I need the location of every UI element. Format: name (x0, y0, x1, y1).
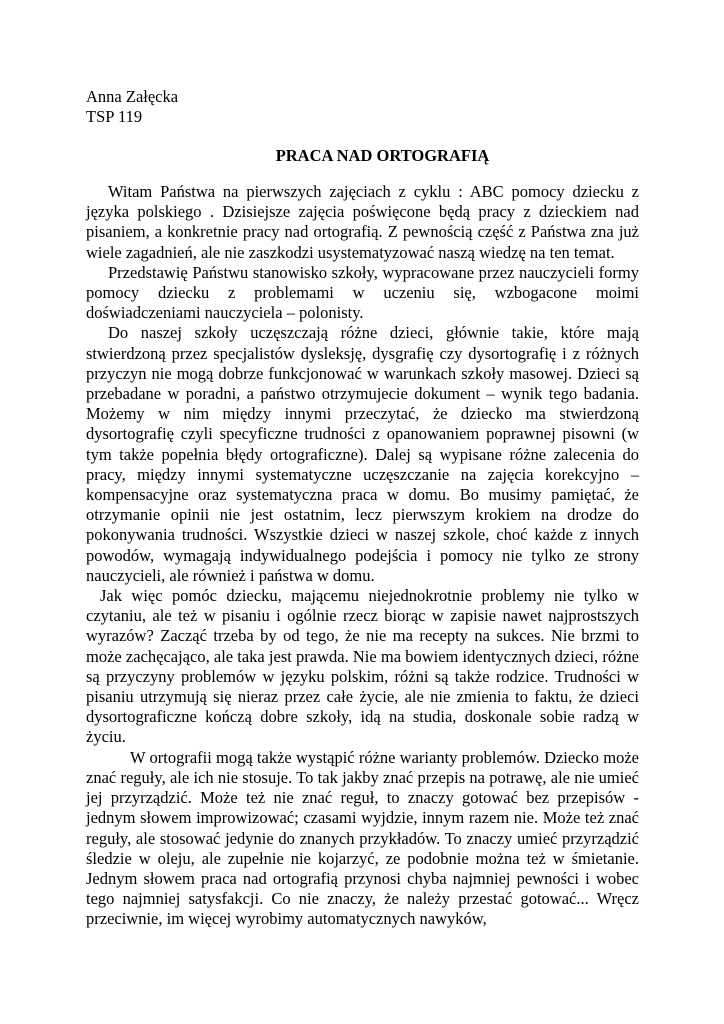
document-title: PRACA NAD ORTOGRAFIĄ (275, 146, 490, 165)
paragraph-school-stance: Przedstawię Państwu stanowisko szkoły, wypracowane przez nauczycieli formy pomocy dziecku z problemami w uczeniu się, wzbogacone moimi doświadczeniami nauczyciela – polonisty. (86, 262, 639, 323)
paragraph-intro: Witam Państwa na pierwszych zajęciach z cyklu : ABC pomocy dziecku z języka polskiego . Dzisiejsze zajęcia poświęcone będą pracy z dzieckiem nad pisaniem, a konkretnie pracy nad ortografią. Z pewnością część z Państwa zna już wiele zagadnień, ale nie zaszkodzi usystematyzować naszą wiedzę na ten temat. (86, 182, 639, 262)
paragraph-students: Do naszej szkoły uczęszczają różne dzieci, głównie takie, które mają stwierdzoną przez specjalistów dysleksję, dysgrafię czy dysortografię i z różnych przyczyn nie mogą dobrze funkcjonować w warunkach szkoły masowej. Dzieci są przebadane w poradni, a państwo otrzymujecie dokument – wynik tego badania. Możemy w nim między innymi przeczytać, że dziecko ma stwierdzoną dysortografię czyli specyficzne trudności z opanowaniem poprawnej pisowni (w tym także popełnia błędy ortograficzne). Dalej są wypisane różne zalecenia do pracy, między innymi systematyczne uczęszczanie na zajęcia korekcyjno – kompensacyjne oraz systematyczna praca w domu. Bo musimy pamiętać, że otrzymanie opinii nie jest ostatnim, lecz pierwszym krokiem na drodze do pokonywania trudności. Wszystkie dzieci w naszej szkole, choć każde z innych powodów, wymagają indywidualnego podejścia i pomocy nie tylko ze strony nauczycieli, ale również i państwa w domu. (86, 323, 639, 585)
document-page (86, 87, 639, 930)
paragraph-orthography-variants: W ortografii mogą także wystąpić różne warianty problemów. Dziecko może znać reguły, ale ich nie stosuje. To tak jakby znać przepis na potrawę, ale nie umieć jej przyrządzić. Może też nie znać reguł, to znaczy gotować bez przepisów - jednym słowem improwizować; czasami wyjdzie, innym razem nie. Może też znać reguły, ale stosować jedynie do znanych przykładów. To znaczy umieć przyrządzić śledzie w oleju, ale zupełnie nie kojarzyć, ze podobnie można też w śmietanie. Jednym słowem praca nad ortografią przynosi chyba najmniej pewności i wobec tego najmniej satysfakcji. Co nie znaczy, że należy przestać gotować... Wręcz przeciwnie, im więcej wyrobimy automatycznych nawyków, (86, 747, 639, 929)
paragraph-how-to-help: Jak więc pomóc dziecku, mającemu niejednokrotnie problemy nie tylko w czytaniu, ale też w pisaniu i ogólnie rzecz biorąc w zapisie nawet najprostszych wyrazów? Zacząć trzeba by od tego, że nie ma recepty na sukces. Nie brzmi to może zachęcająco, ale taka jest prawda. Nie ma bowiem identycznych dzieci, różne są przyczyny problemów w języku polskim, różni są także rodzice. Trudności w pisaniu utrzymują się nieraz przez całe życie, ale nie zmienia to faktu, że dzieci dysortograficzne kończą dobre szkoły, idą na studia, doskonale sobie radzą w życiu. (86, 586, 639, 747)
class-group: TSP 119 (86, 106, 143, 126)
author-name: Anna Załęcka (86, 87, 179, 106)
